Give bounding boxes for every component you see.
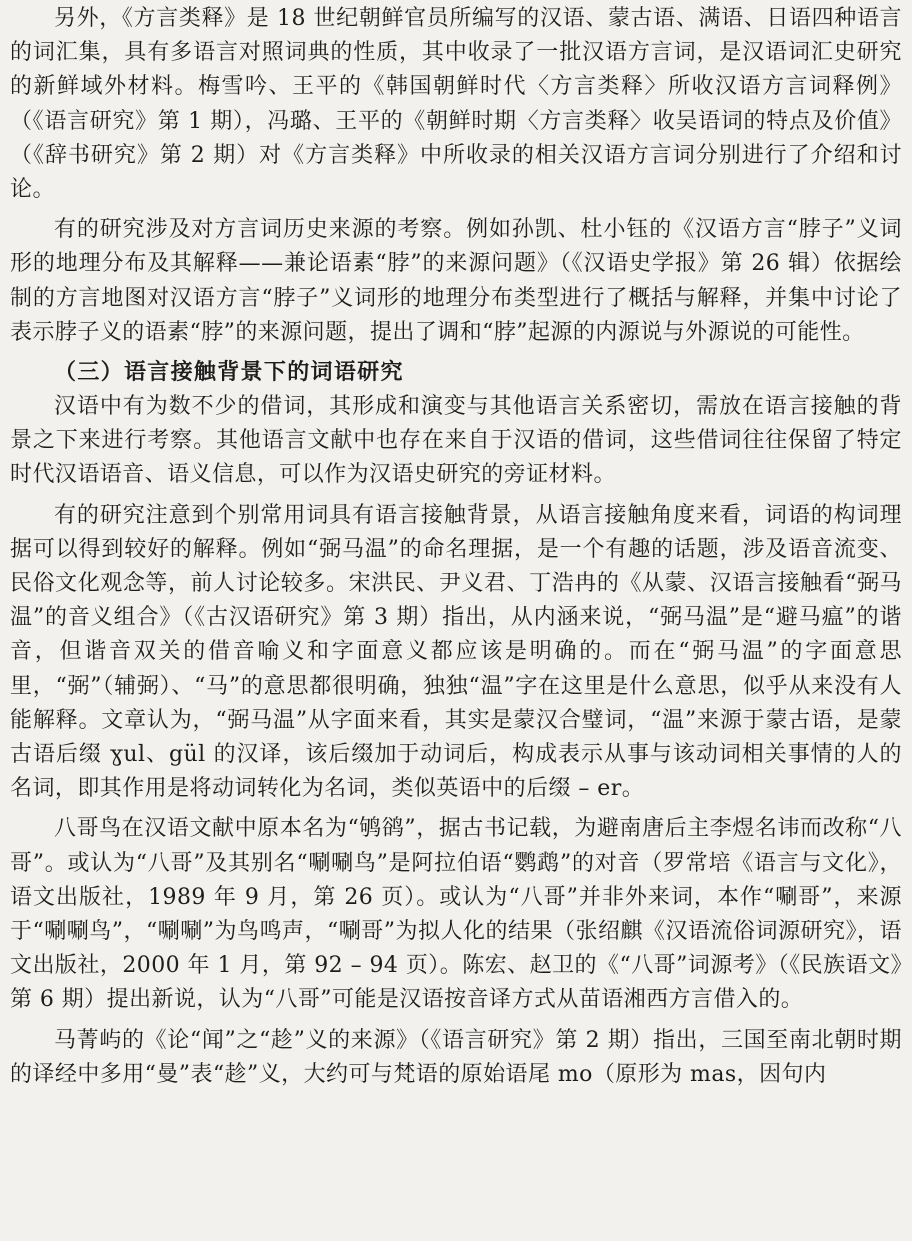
paragraph-wen-chen: 马菁屿的《论“闻”之“趁”义的来源》（《语言研究》第 2 期）指出，三国至南北朝时期的译经中多用“曼”表“趁”义，大约可与梵语的原始语尾 mo（原形为 mas，因句内 [10, 1027, 902, 1087]
paragraph-bozi-origin: 有的研究涉及对方言词历史来源的考察。例如孙凯、杜小钰的《汉语方言“脖子”义词形的地理分布及其解释——兼论语素“脖”的来源问题》（《汉语史学报》第 26 辑）依据绘制的方言地图对汉语方言“脖子”义词形的地理分布类型进行了概括与解释，并集中讨论了表示脖子义的语素“脖”的来源问题，提出了调和“脖”起源的内源说与外源说的可能性。 [10, 217, 902, 345]
paragraph-loanwords: 汉语中有为数不少的借词，其形成和演变与其他语言关系密切，需放在语言接触的背景之下来进行考察。其他语言文献中也存在来自于汉语的借词，这些借词往往保留了特定时代汉语语音、语义信息，可以作为汉语史研究的旁证材料。 [10, 394, 902, 488]
paragraph-fangyan-leishi: 另外，《方言类释》是 18 世纪朝鲜官员所编写的汉语、蒙古语、满语、日语四种语言的词汇集，具有多语言对照词典的性质，其中收录了一批汉语方言词，是汉语词汇史研究的新鲜域外材料。梅雪吟、王平的《韩国朝鲜时代〈方言类释〉所收汉语方言词释例》（《语言研究》第 1 期），冯璐、王平的《朝鲜时期〈方言类释〉收吴语词的特点及价值》（《辞书研究》第 2 期）对《方言类释》中所收录的相关汉语方言词分别进行了介绍和讨论。 [10, 6, 902, 203]
section-heading: （三）语言接触背景下的词语研究 [54, 360, 404, 386]
paragraph-bimawen: 有的研究注意到个别常用词具有语言接触背景，从语言接触角度来看，词语的构词理据可以得到较好的解释。例如“弼马温”的命名理据，是一个有趣的话题，涉及语音流变、民俗文化观念等，前人讨论较多。宋洪民、尹义君、丁浩冉的《从蒙、汉语言接触看“弼马温”的音义组合》（《古汉语研究》第 3 期）指出，从内涵来说，“弼马温”是“避马瘟”的谐音，但谐音双关的借音喻义和字面意义都应该是明确的。而在“弼马温”的字面意思里，“弼”（辅弼）、“马”的意思都很明确，独独“温”字在这里是什么意思，似乎从来没有人能解释。文章认为，“弼马温”从字面来看，其实是蒙汉合璧词，“温”来源于蒙古语，是蒙古语后缀 ɣul、gül 的汉译，该后缀加于动词后，构成表示从事与该动词相关事情的人的名词，即其作用是将动词转化为名词，类似英语中的后缀 – er。 [10, 502, 902, 802]
paragraph-bage: 八哥鸟在汉语文献中原本名为“鸲鹆”，据古书记载，为避南唐后主李煜名讳而改称“八哥”。或认为“八哥”及其别名“唰唰鸟”是阿拉伯语“鹦鹉”的对音（罗常培《语言与文化》，语文出版社，1989 年 9 月，第 26 页）。或认为“八哥”并非外来词，本作“唰哥”，来源于“唰唰鸟”，“唰唰”为鸟鸣声，“唰哥”为拟人化的结果（张绍麒《汉语流俗词源研究》，语文出版社，2000 年 1 月，第 92 – 94 页）。陈宏、赵卫的《“八哥”词源考》（《民族语文》第 6 期）提出新说，认为“八哥”可能是汉语按音译方式从苗语湘西方言借入的。 [10, 816, 902, 1013]
